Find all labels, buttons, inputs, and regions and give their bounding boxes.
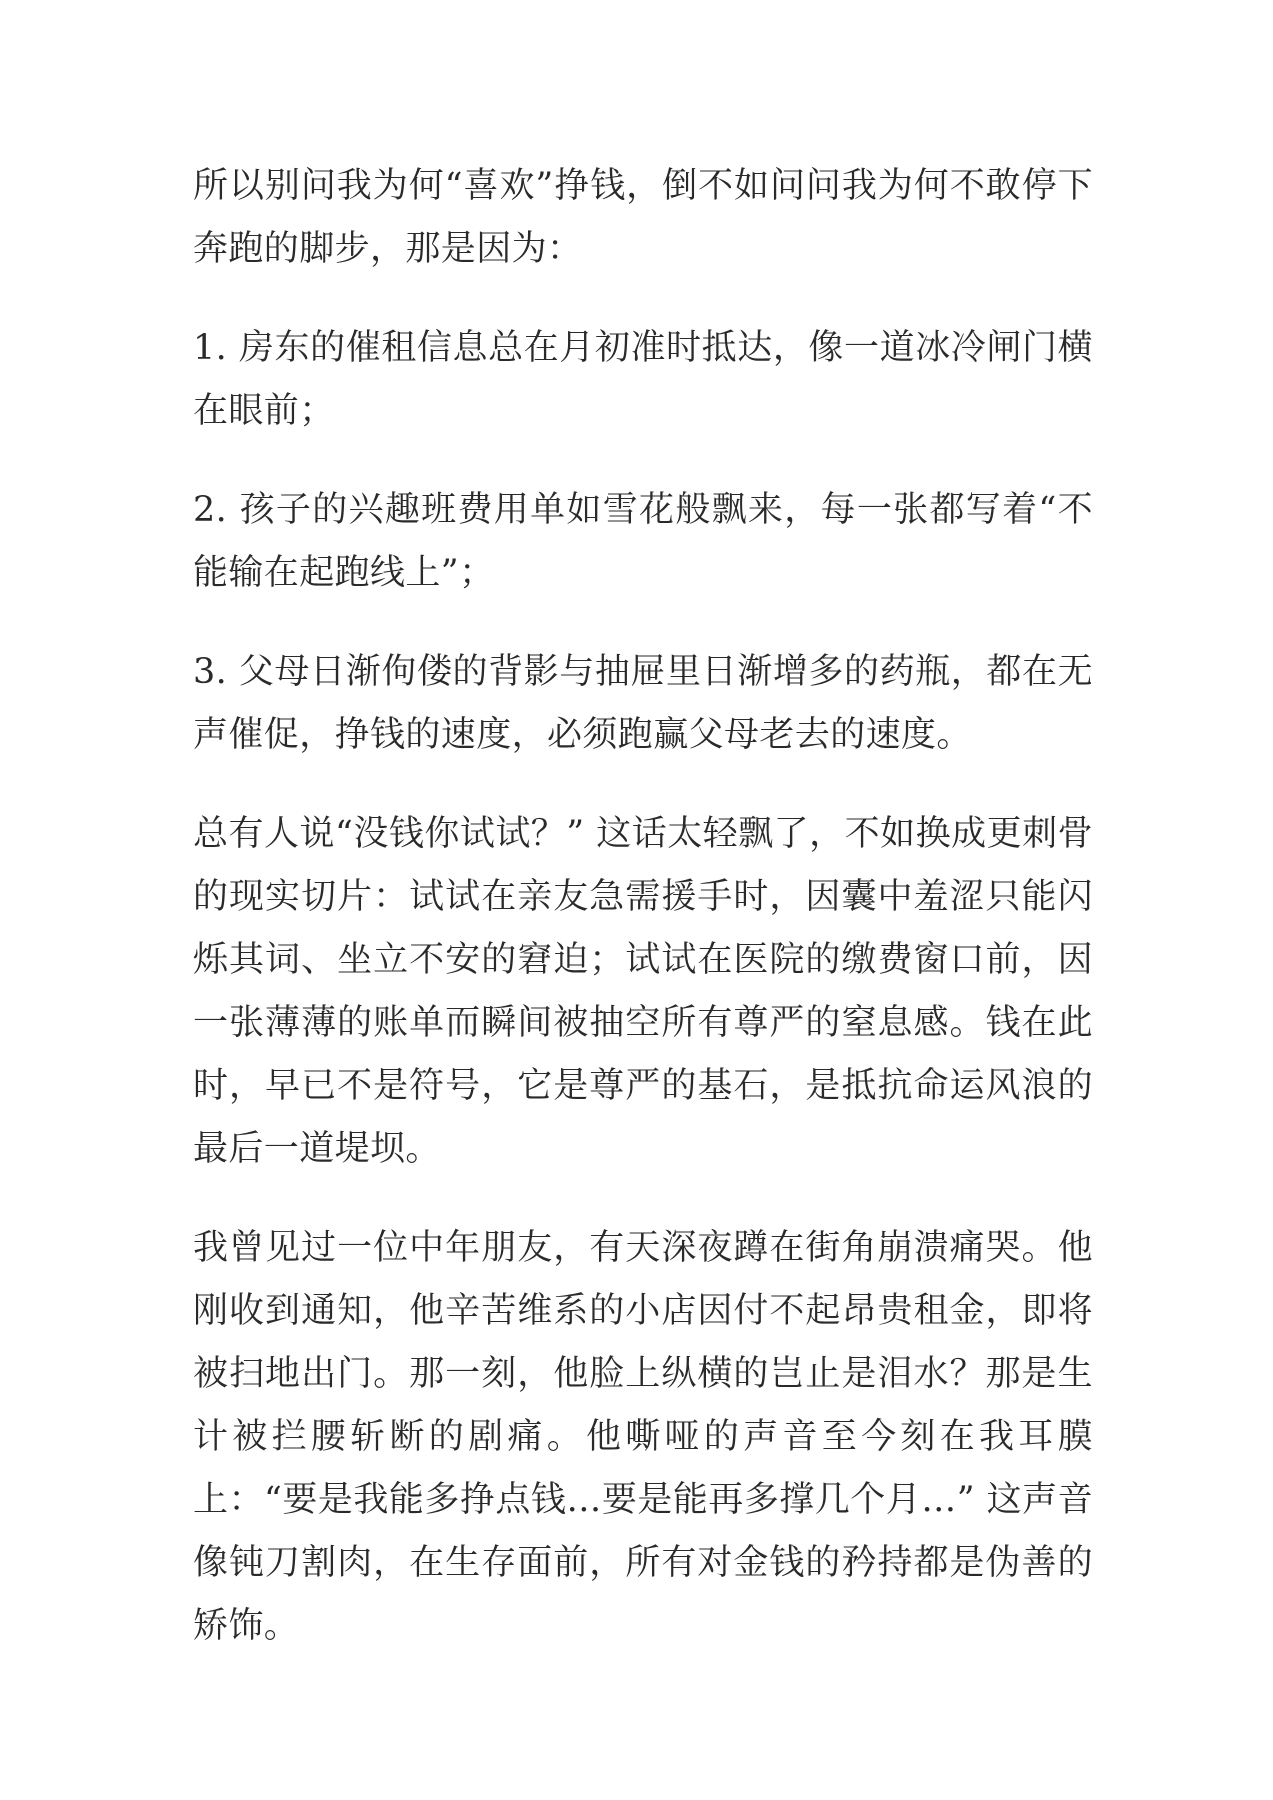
paragraph-intro: 所以别问我为何“喜欢”挣钱，倒不如问问我为何不敢停下奔跑的脚步，那是因为： xyxy=(193,166,1093,269)
list-item-rent: 1. 房东的催租信息总在月初准时抵达，像一道冰冷闸门横在眼前； xyxy=(193,328,1093,431)
document-body xyxy=(193,155,1093,1694)
paragraph-friend-story: 我曾见过一位中年朋友，有天深夜蹲在街角崩溃痛哭。他刚收到通知，他辛苦维系的小店因付不起昂贵租金，即将被扫地出门。那一刻，他脸上纵横的岂止是泪水？那是生计被拦腰斩断的剧痛。他嘶哑的声音至今刻在我耳膜上：“要是我能多挣点钱…要是能再多撑几个月…” 这声音像钝刀割肉，在生存面前，所有对金钱的矜持都是伪善的矫饰。 xyxy=(193,1228,1093,1646)
list-item-parents: 3. 父母日渐佝偻的背影与抽屉里日渐增多的药瓶，都在无声催促，挣钱的速度，必须跑赢父母老去的速度。 xyxy=(193,652,1093,755)
list-item-children: 2. 孩子的兴趣班费用单如雪花般飘来，每一张都写着“不能输在起跑线上”； xyxy=(193,490,1093,593)
paragraph-no-money: 总有人说“没钱你试试？” 这话太轻飘了，不如换成更刺骨的现实切片：试试在亲友急需援手时，因囊中羞涩只能闪烁其词、坐立不安的窘迫；试试在医院的缴费窗口前，因一张薄薄的账单而瞬间被抽空所有尊严的窒息感。钱在此时，早已不是符号，它是尊严的基石，是抵抗命运风浪的最后一道堤坝。 xyxy=(193,814,1093,1169)
